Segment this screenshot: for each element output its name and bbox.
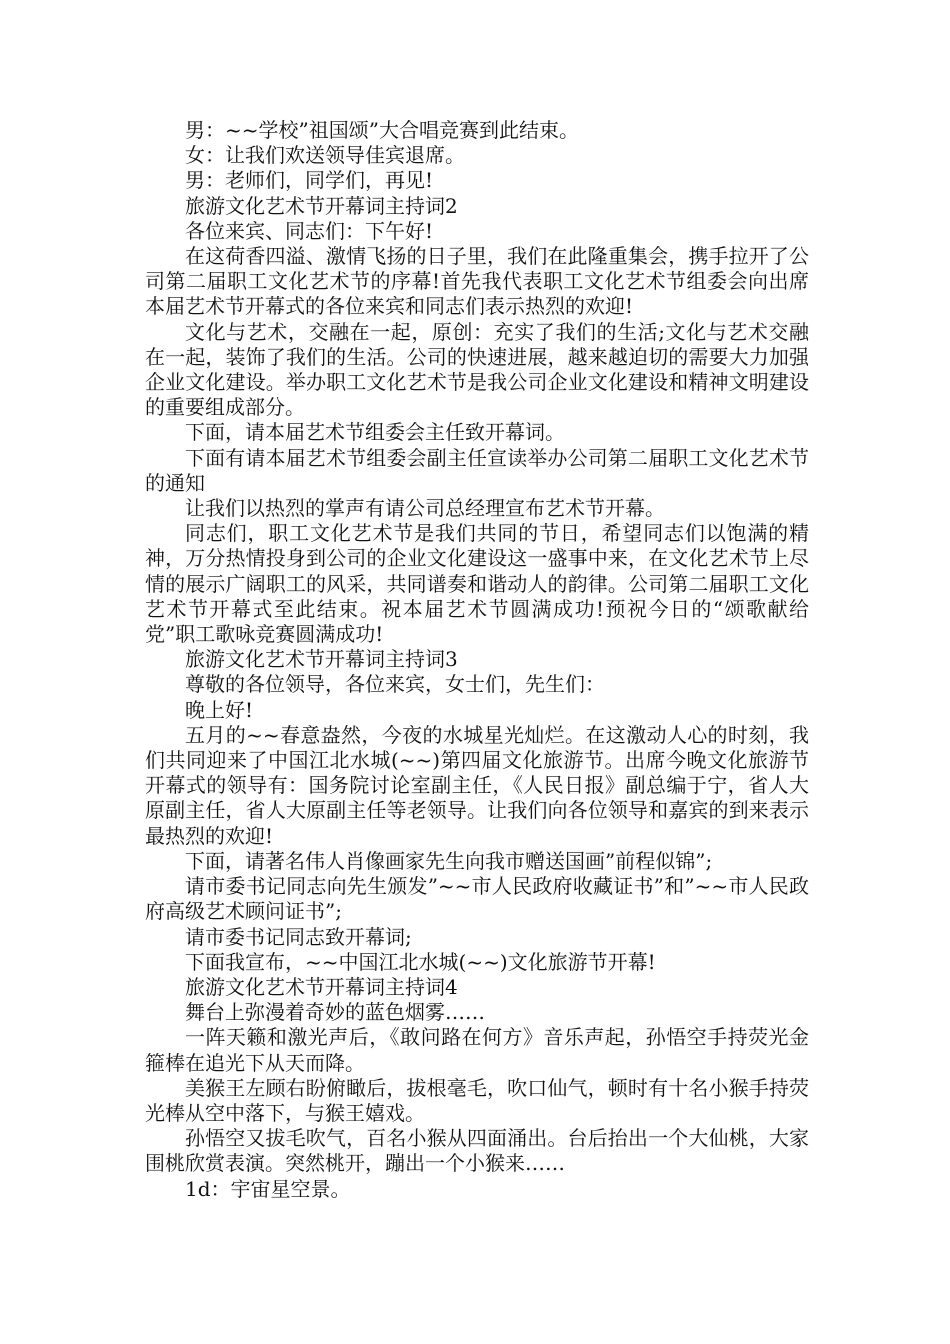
paragraph: 文化与艺术，交融在一起，原创：充实了我们的生活;文化与艺术交融在一起，装饰了我们的生活。公司的快速进展，越来越迫切的需要大力加强企业文化建设。举办职工文化艺术节是我公司企业文化建设和精神文明建设的重要组成部分。 [145, 319, 809, 420]
paragraph: 男：~~学校”祖国颂”大合唱竞赛到此结束。 [185, 118, 579, 142]
paragraph: 下面，请本届艺术节组委会主任致开幕词。 [185, 420, 565, 445]
paragraph: 让我们以热烈的掌声有请公司总经理宣布艺术节开幕。 [185, 496, 665, 521]
section-heading: 旅游文化艺术节开幕词主持词4 [185, 974, 458, 999]
paragraph: 尊敬的各位领导，各位来宾，女士们，先生们： [185, 672, 605, 697]
document-body [145, 118, 809, 1202]
paragraph: 下面，请著名伟人肖像画家先生向我市赠送国画”前程似锦”; [185, 848, 713, 873]
paragraph: 同志们，职工文化艺术节是我们共同的节日，希望同志们以饱满的精神，万分热情投身到公司的企业文化建设这一盛事中来，在文化艺术节上尽情的展示广阔职工的风采，共同谱奏和谐动人的韵律。公司第二届职工文化艺术节开幕式至此结束。祝本届艺术节圆满成功!预祝今日的“颂歌献给党”职工歌咏竞赛圆满成功! [145, 521, 809, 647]
paragraph: 请市委书记同志向先生颁发”~~市人民政府收藏证书”和”~~市人民政府高级艺术顾问证书”; [145, 874, 809, 924]
paragraph: 1d：宇宙星空景。 [185, 1176, 351, 1201]
paragraph: 女：让我们欢送领导佳宾退席。 [185, 143, 465, 168]
paragraph: 在这荷香四溢、激情飞扬的日子里，我们在此隆重集会，携手拉开了公司第二届职工文化艺术节的序幕!首先我代表职工文化艺术节组委会向出席本届艺术节开幕式的各位来宾和同志们表示热烈的欢迎! [145, 244, 809, 319]
paragraph: 五月的~~春意盎然，今夜的水城星光灿烂。在这激动人心的时刻，我们共同迎来了中国江北水城(~~)第四届文化旅游节。出席今晚文化旅游节开幕式的领导有：国务院讨论室副主任，《人民日报》副总编于宁，省人大原副主任，省人大原副主任等老领导。让我们向各位领导和嘉宾的到来表示最热烈的欢迎! [145, 722, 809, 848]
paragraph: 美猴王左顾右盼俯瞰后，拔根毫毛，吹口仙气，顿时有十名小猴手持荧光棒从空中落下，与猴王嬉戏。 [145, 1075, 809, 1125]
paragraph: 一阵天籁和激光声后，《敢问路在何方》音乐声起，孙悟空手持荧光金箍棒在追光下从天而降。 [145, 1025, 809, 1075]
paragraph: 晚上好! [185, 697, 254, 722]
paragraph: 孙悟空又拔毛吹气，百名小猴从四面涌出。台后抬出一个大仙桃，大家围桃欣赏表演。突然桃开，蹦出一个小猴来…… [145, 1126, 809, 1176]
paragraph: 舞台上弥漫着奇妙的蓝色烟雾…… [185, 1000, 485, 1025]
paragraph: 下面有请本届艺术节组委会副主任宣读举办公司第二届职工文化艺术节的通知 [145, 445, 809, 495]
section-heading: 旅游文化艺术节开幕词主持词3 [185, 647, 458, 672]
paragraph: 男：老师们，同学们，再见! [185, 168, 434, 193]
section-heading: 旅游文化艺术节开幕词主持词2 [185, 193, 458, 218]
paragraph: 请市委书记同志致开幕词; [185, 924, 412, 949]
paragraph: 各位来宾、同志们：下午好! [185, 218, 434, 243]
paragraph: 下面我宣布，~~中国江北水城(~~)文化旅游节开幕! [185, 949, 656, 974]
